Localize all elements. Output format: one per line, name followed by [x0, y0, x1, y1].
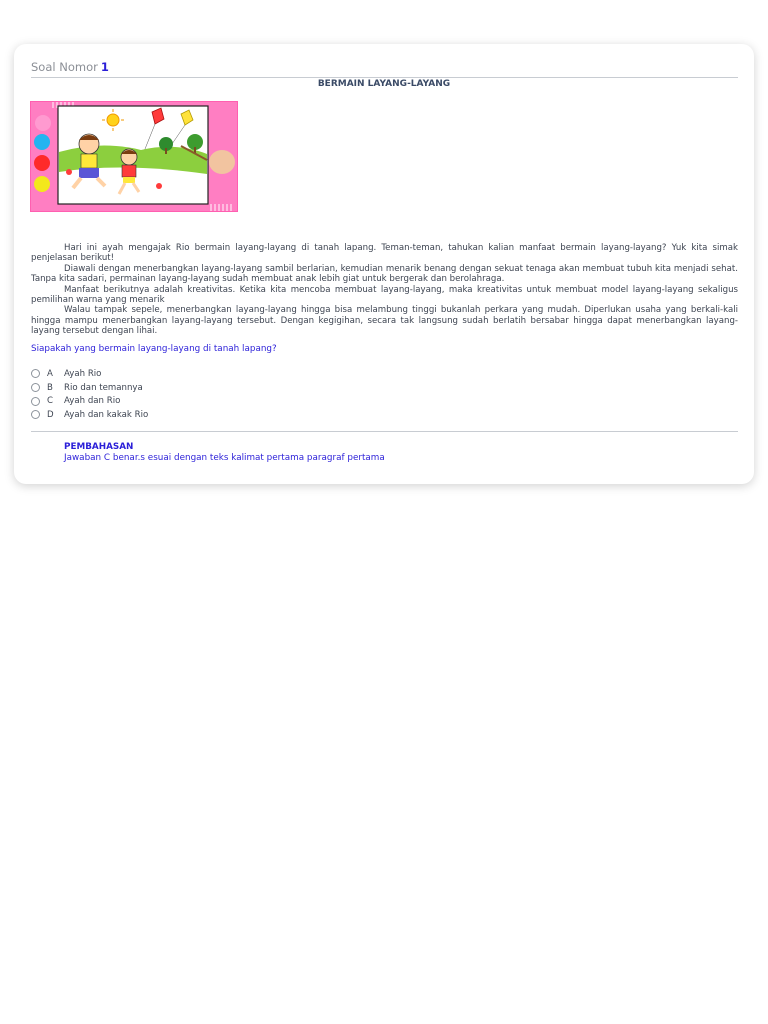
option-text: Ayah dan kakak Rio [64, 409, 149, 420]
question-number: 1 [100, 60, 109, 74]
question-text: Siapakah yang bermain layang-layang di tanah lapang? [31, 344, 277, 354]
illustration-svg [31, 102, 237, 211]
option-letter: A [47, 368, 53, 379]
story-paragraph-3: Manfaat berikutnya adalah kreativitas. Ketika kita mencoba membuat layang-layang, maka kreativitas untuk membuat model layang-layang sekaligus pemilihan warna yang menarik [31, 284, 738, 306]
option-c[interactable] [31, 394, 148, 408]
explanation-title: PEMBAHASAN [64, 442, 134, 452]
question-label: Soal Nomor [31, 60, 98, 74]
radio-d[interactable] [31, 410, 40, 419]
explanation-text: Jawaban C benar.s esuai dengan teks kalimat pertama paragraf pertama [64, 453, 385, 463]
kids-flying-kites-illustration [30, 101, 238, 212]
divider [31, 431, 738, 432]
story-title: BERMAIN LAYANG-LAYANG [317, 79, 451, 89]
option-letter: C [47, 396, 54, 407]
option-d[interactable] [31, 408, 148, 422]
radio-a[interactable] [31, 369, 40, 378]
question-card [14, 44, 754, 484]
option-letter: B [47, 382, 53, 393]
story-text [31, 243, 738, 337]
option-letter: D [47, 409, 54, 420]
option-text: Ayah Rio [64, 368, 102, 379]
story-paragraph-2: Diawali dengan menerbangkan layang-layang sambil berlarian, kemudian menarik benang dengan sekuat tenaga akan membuat tubuh kita menjadi sehat. Tanpa kita sadari, permainan layang-layang sudah membuat anak lebih giat untuk bergerak dan berolahraga. [31, 263, 738, 285]
explanation [64, 442, 385, 464]
story-paragraph-1: Hari ini ayah mengajak Rio bermain layang-layang di tanah lapang. Teman-teman, tahukan kalian manfaat bermain layang-layang? Yuk kita simak penjelasan berikut! [31, 243, 738, 264]
radio-b[interactable] [31, 383, 40, 392]
story-paragraph-4: Walau tampak sepele, menerbangkan layang-layang hingga bisa melambung tinggi bukanlah perkara yang mudah. Diperlukan usaha yang berkali-kali hingga mampu menerbangkan layang-layang tersebut. Dengan kegigihan, secara tak langsung sudah berlatih bersabar hingga dapat menerbangkan layang-layang tersebut dengan lihai. [31, 305, 738, 337]
option-b[interactable] [31, 381, 148, 395]
answer-options [31, 367, 148, 422]
option-text: Ayah dan Rio [64, 396, 121, 407]
option-a[interactable] [31, 367, 148, 381]
option-text: Rio dan temannya [64, 382, 143, 393]
radio-c[interactable] [31, 397, 40, 406]
question-header [31, 60, 738, 78]
